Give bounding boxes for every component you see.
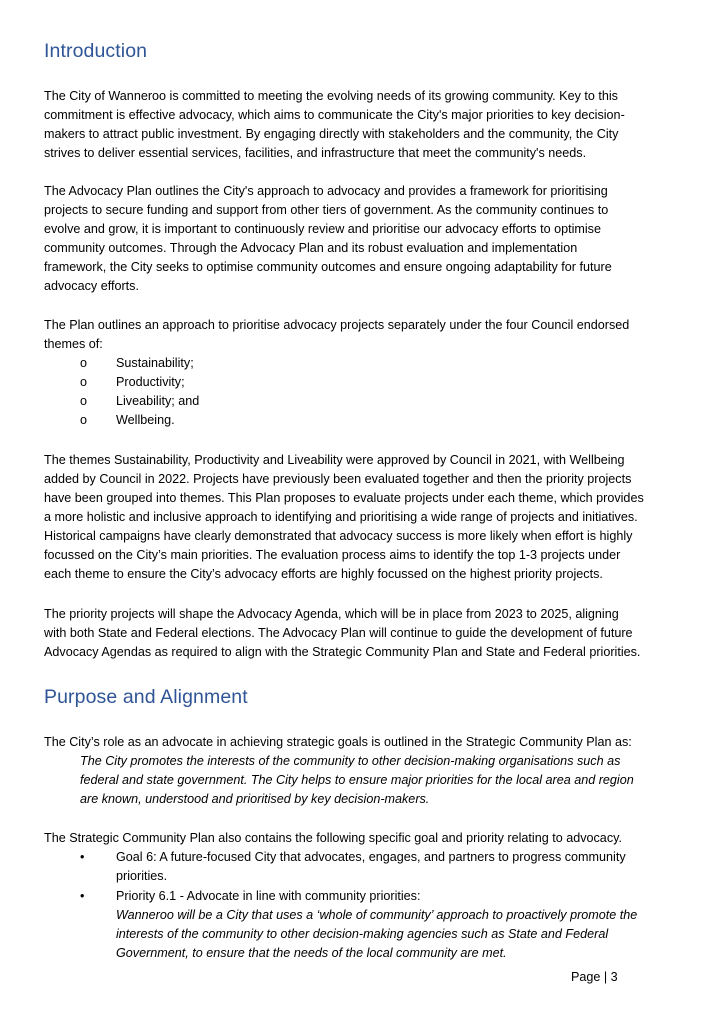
intro-p4-line: added by Council in 2022. Projects have previously been evaluated together and then the priority projects xyxy=(44,472,632,486)
bullet-marker: • xyxy=(80,889,85,903)
purpose-intro: The City’s role as an advocate in achieving strategic goals is outlined in the Strategic Community Plan as: xyxy=(44,735,632,749)
priority-quote-line: interests of the community to other decision-making agencies such as State and Federal xyxy=(116,927,609,941)
intro-p2-line: framework, the City seeks to optimise community outcomes and ensure ongoing adaptability for future xyxy=(44,260,612,274)
scp-intro: The Strategic Community Plan also contains the following specific goal and priority relating to advocacy. xyxy=(44,831,622,845)
theme-list-item: Wellbeing. xyxy=(116,413,175,427)
intro-p1-line: The City of Wanneroo is committed to meeting the evolving needs of its growing community. Key to this xyxy=(44,89,618,103)
intro-p1-line: strives to deliver essential services, facilities, and infrastructure that meet the community's needs. xyxy=(44,146,587,160)
intro-p1-line: makers to attract public investment. By engaging directly with stakeholders and the community, the City xyxy=(44,127,619,141)
list-marker: o xyxy=(80,375,88,389)
intro-p3-line: The Plan outlines an approach to prioritise advocacy projects separately under the four Council endorsed xyxy=(44,318,630,332)
theme-list-item: Productivity; xyxy=(116,375,185,389)
list-marker: o xyxy=(80,413,88,427)
page-number: Page | 3 xyxy=(571,970,618,984)
goal-line: priorities. xyxy=(116,869,168,883)
intro-p4-line: a more holistic and inclusive approach to identifying and prioritising a wide range of projects and initiatives. xyxy=(44,510,638,524)
list-marker: o xyxy=(80,356,88,370)
intro-p5-line: The priority projects will shape the Advocacy Agenda, which will be in place from 2023 to 2025, aligning xyxy=(44,607,619,621)
intro-p4-line: have been grouped into themes. This Plan proposes to evaluate projects under each theme, which provides xyxy=(44,491,644,505)
intro-p1-line: commitment is effective advocacy, which aims to communicate the City's major priorities to key decision- xyxy=(44,108,625,122)
purpose-quote-line: The City promotes the interests of the community to other decision-making organisations such as xyxy=(80,754,621,768)
intro-p4-line: The themes Sustainability, Productivity and Liveability were approved by Council in 2021, with Wellbeing xyxy=(44,453,625,467)
intro-p2-line: advocacy efforts. xyxy=(44,279,139,293)
intro-p4-line: each theme to ensure the City’s advocacy efforts are highly focussed on the highest priority projects. xyxy=(44,567,603,581)
purpose-quote-line: are known, understood and prioritised by key decision-makers. xyxy=(80,792,430,806)
priority-title: Priority 6.1 - Advocate in line with community priorities: xyxy=(116,889,421,903)
intro-p4-line: focussed on the City’s main priorities. The evaluation process aims to identify the top 1-3 projects under xyxy=(44,548,621,562)
theme-list-item: Liveability; and xyxy=(116,394,200,408)
intro-p5-line: with both State and Federal elections. The Advocacy Plan will continue to guide the development of future xyxy=(44,626,633,640)
purpose-quote-line: federal and state government. The City helps to ensure major priorities for the local area and region xyxy=(80,773,634,787)
bullet-marker: • xyxy=(80,850,85,864)
intro-p3-line: themes of: xyxy=(44,337,103,351)
theme-list-item: Sustainability; xyxy=(116,356,194,370)
intro-p2-line: community outcomes. Through the Advocacy Plan and its robust evaluation and implementation xyxy=(44,241,578,255)
intro-p2-line: projects to secure funding and support from other tiers of government. As the community continues to xyxy=(44,203,609,217)
intro-p4-line: Historical campaigns have clearly demonstrated that advocacy success is more likely when effort is highly xyxy=(44,529,633,543)
intro-p5-line: Advocacy Agendas as required to align with the Strategic Community Plan and State and Federal priorities. xyxy=(44,645,641,659)
priority-quote-line: Wanneroo will be a City that uses a ‘whole of community’ approach to proactively promote the xyxy=(116,908,638,922)
intro-p2-line: The Advocacy Plan outlines the City's approach to advocacy and provides a framework for prioritising xyxy=(44,184,608,198)
section-heading-introduction: Introduction xyxy=(44,40,148,62)
list-marker: o xyxy=(80,394,88,408)
priority-quote-line: Government, to ensure that the needs of the local community are met. xyxy=(116,946,507,960)
intro-p2-line: evolve and grow, it is important to continuously review and prioritise our advocacy efforts to optimise xyxy=(44,222,601,236)
section-heading-purpose: Purpose and Alignment xyxy=(44,686,248,708)
goal-line: Goal 6: A future-focused City that advocates, engages, and partners to progress community xyxy=(116,850,626,864)
